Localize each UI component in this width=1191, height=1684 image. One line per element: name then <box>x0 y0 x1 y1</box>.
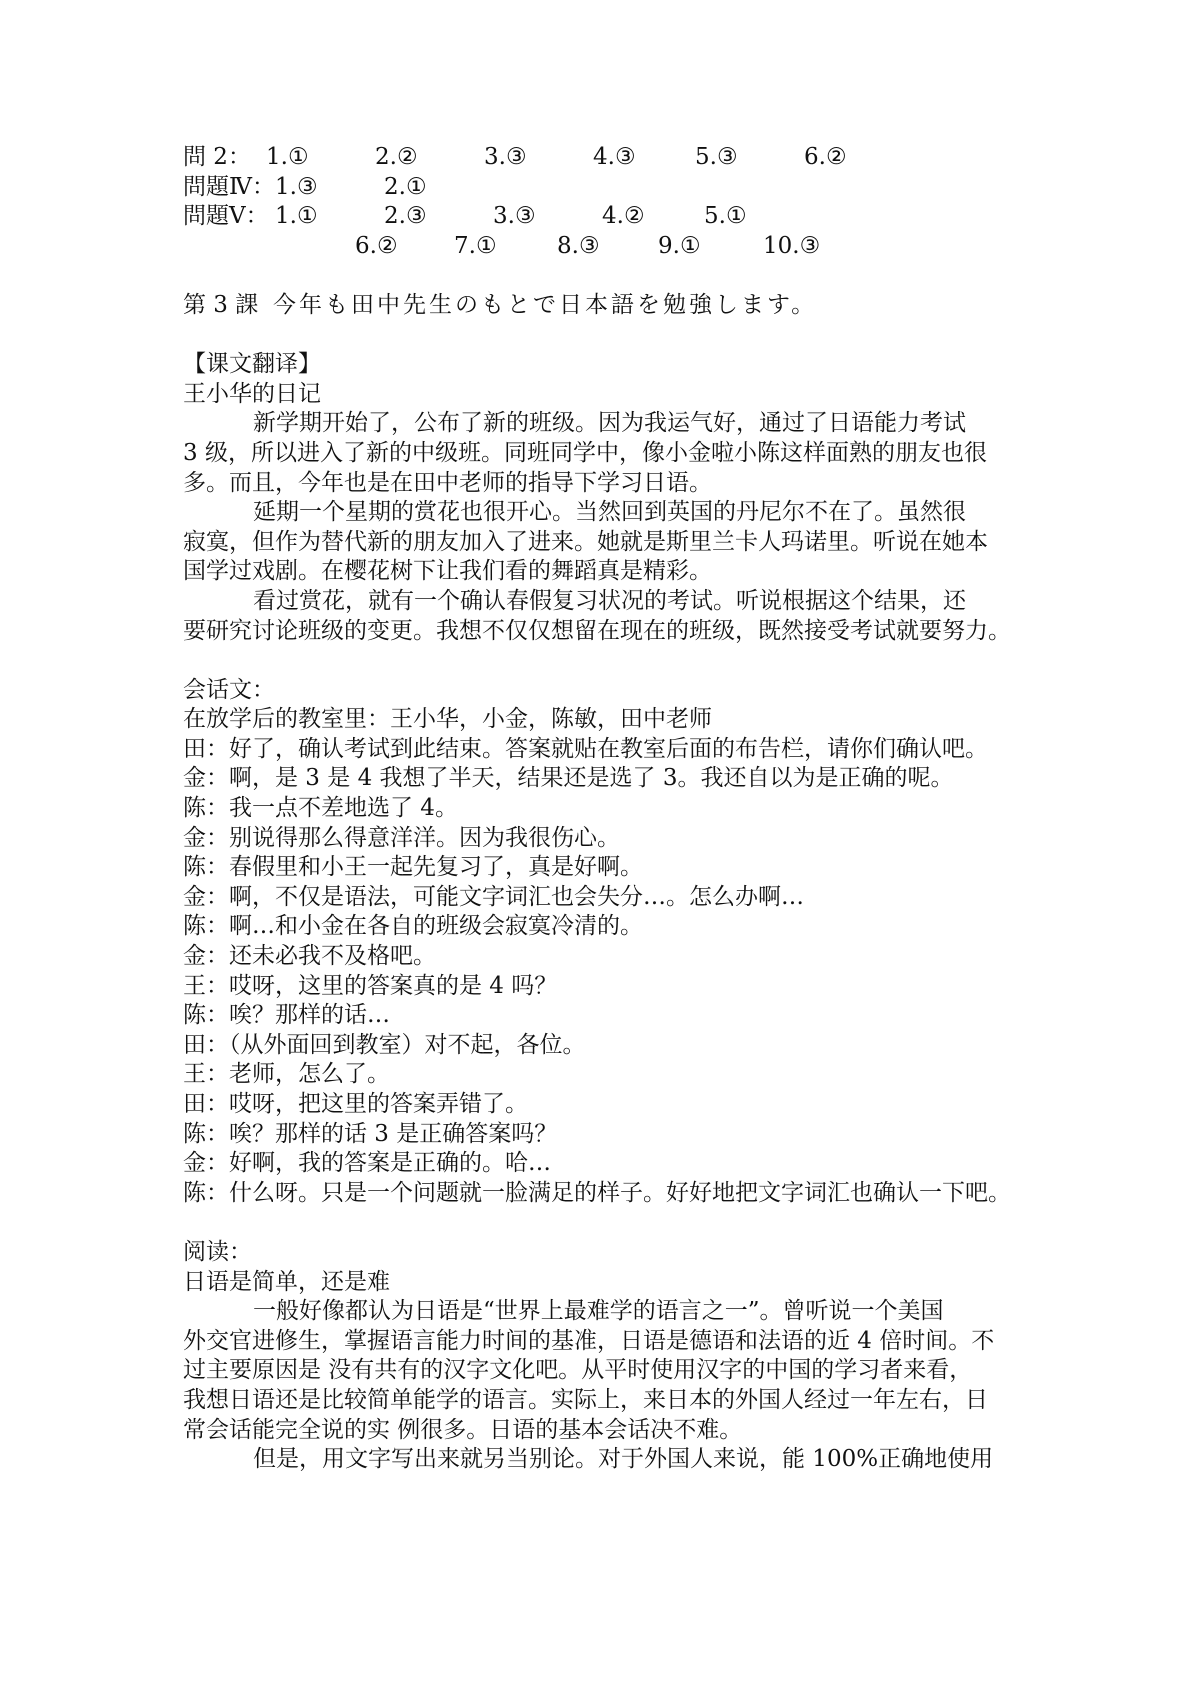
dialogue-line: 金：还未必我不及格吧。 <box>183 943 436 970</box>
dialogue-line: 王：老师，怎么了。 <box>183 1061 390 1088</box>
dialogue-line: 陈：唉？那样的话 3 是正确答案吗？ <box>183 1120 558 1147</box>
dialogue-line: 陈：什么呀。只是一个问题就一脸满足的样子。好好地把文字词汇也确认一下吧。 <box>183 1179 1011 1206</box>
reading-title: 日语是简单，还是难 <box>183 1268 390 1295</box>
dialogue-line: 金：啊，是 3 是 4 我想了半天，结果还是选了 3。我还自以为是正确的呢。 <box>183 765 954 792</box>
answer-item: 1.① <box>275 203 318 230</box>
lesson-number: 第 3 課 <box>183 291 259 318</box>
diary-title: 王小华的日记 <box>183 380 321 407</box>
answer-item: 1.① <box>266 144 309 170</box>
dialogue-line: 陈：春假里和小王一起先复习了，真是好啊。 <box>183 854 643 881</box>
paragraph-line: 要研究讨论班级的变更。我想不仅仅想留在现在的班级，既然接受考试就要努力。 <box>183 617 1011 644</box>
answer-label: 問題Ⅳ： <box>183 173 275 200</box>
dialogue-line: 田：（从外面回到教室）对不起，各位。 <box>183 1031 586 1058</box>
dialogue-line: 金：啊，不仅是语法，可能文字词汇也会失分…。怎么办啊… <box>183 883 804 910</box>
answer-item: 2.① <box>384 173 427 200</box>
answer-item: 7.① <box>454 232 497 259</box>
dialogue-line: 金：别说得那么得意洋洋。因为我很伤心。 <box>183 824 620 851</box>
paragraph-line: 多。而且，今年也是在田中老师的指导下学习日语。 <box>183 469 712 496</box>
paragraph-line: 一般好像都认为日语是“世界上最难学的语言之一”。曾听说一个美国 <box>253 1298 944 1325</box>
dialogue-line: 陈：我一点不差地选了 4。 <box>183 795 458 822</box>
paragraph-line: 看过赏花，就有一个确认春假复习状况的考试。听说根据这个结果，还 <box>253 587 966 614</box>
paragraph-line: 外交官进修生，掌握语言能力时间的基准，日语是德语和法语的近 4 倍时间。不 <box>183 1327 995 1354</box>
answer-item: 5.① <box>704 203 747 230</box>
dialogue-line: 田：哎呀，把这里的答案弄错了。 <box>183 1091 528 1117</box>
paragraph-line: 过主要原因是 没有共有的汉字文化吧。从平时使用汉字的中国的学习者来看， <box>183 1357 973 1384</box>
answer-item: 4.③ <box>593 144 636 170</box>
answer-item: 1.③ <box>275 173 318 200</box>
answer-item: 4.② <box>602 203 645 230</box>
answer-row-q5-1 <box>183 202 1018 232</box>
section-heading-translation: 【课文翻译】 <box>183 351 321 378</box>
answer-item: 6.② <box>804 144 847 170</box>
lesson-title: 今年も田中先生のもとで日本語を勉強します。 <box>273 291 818 318</box>
answer-row-q5-2 <box>183 232 1018 262</box>
paragraph-line: 寂寞，但作为替代新的朋友加入了进来。她就是斯里兰卡人玛诺里。听说在她本 <box>183 528 988 555</box>
dialogue-line: 王：哎呀，这里的答案真的是 4 吗？ <box>183 972 558 999</box>
paragraph-line: 延期一个星期的赏花也很开心。当然回到英国的丹尼尔不在了。虽然很 <box>253 499 966 526</box>
paragraph-line: 3 级，所以进入了新的中级班。同班同学中，像小金啦小陈这样面熟的朋友也很 <box>183 439 987 466</box>
dialogue-line: 金：好啊，我的答案是正确的。哈… <box>183 1150 551 1177</box>
dialogue-line: 陈：唉？那样的话… <box>183 1002 390 1029</box>
answer-item: 3.③ <box>484 144 527 170</box>
page-content <box>183 143 1018 1475</box>
answer-item: 3.③ <box>493 203 536 230</box>
answer-row-q4 <box>183 173 1018 203</box>
section-heading-conversation: 会话文： <box>183 676 275 703</box>
paragraph-line: 我想日语还是比较简单能学的语言。实际上，来日本的外国人经过一年左右，日 <box>183 1386 988 1413</box>
answer-item: 5.③ <box>695 144 738 170</box>
paragraph-line: 新学期开始了，公布了新的班级。因为我运气好，通过了日语能力考试 <box>253 410 966 437</box>
paragraph-line: 常会话能完全说的实 例很多。日语的基本会话决不难。 <box>183 1416 743 1443</box>
dialogue-line: 陈：啊…和小金在各自的班级会寂寞冷清的。 <box>183 913 643 940</box>
answer-item: 10.③ <box>763 232 821 259</box>
answer-item: 8.③ <box>557 232 600 259</box>
answer-row-q2 <box>183 143 1018 173</box>
answer-item: 2.② <box>375 144 418 170</box>
answer-label: 問 2： <box>183 144 251 170</box>
lesson-heading <box>183 291 1018 321</box>
paragraph-line: 国学过戏剧。在樱花树下让我们看的舞蹈真是精彩。 <box>183 558 712 585</box>
answer-item: 2.③ <box>384 203 427 230</box>
conversation-scene: 在放学后的教室里：王小华，小金，陈敏，田中老师 <box>183 706 712 733</box>
answer-item: 9.① <box>658 232 701 259</box>
section-heading-reading: 阅读： <box>183 1238 252 1265</box>
answer-item: 6.② <box>355 232 398 259</box>
answer-label: 問題Ⅴ： <box>183 203 269 230</box>
paragraph-line: 但是，用文字写出来就另当别论。对于外国人来说，能 100%正确地使用 <box>253 1446 994 1473</box>
dialogue-line: 田：好了，确认考试到此结束。答案就贴在教室后面的布告栏，请你们确认吧。 <box>183 735 988 762</box>
